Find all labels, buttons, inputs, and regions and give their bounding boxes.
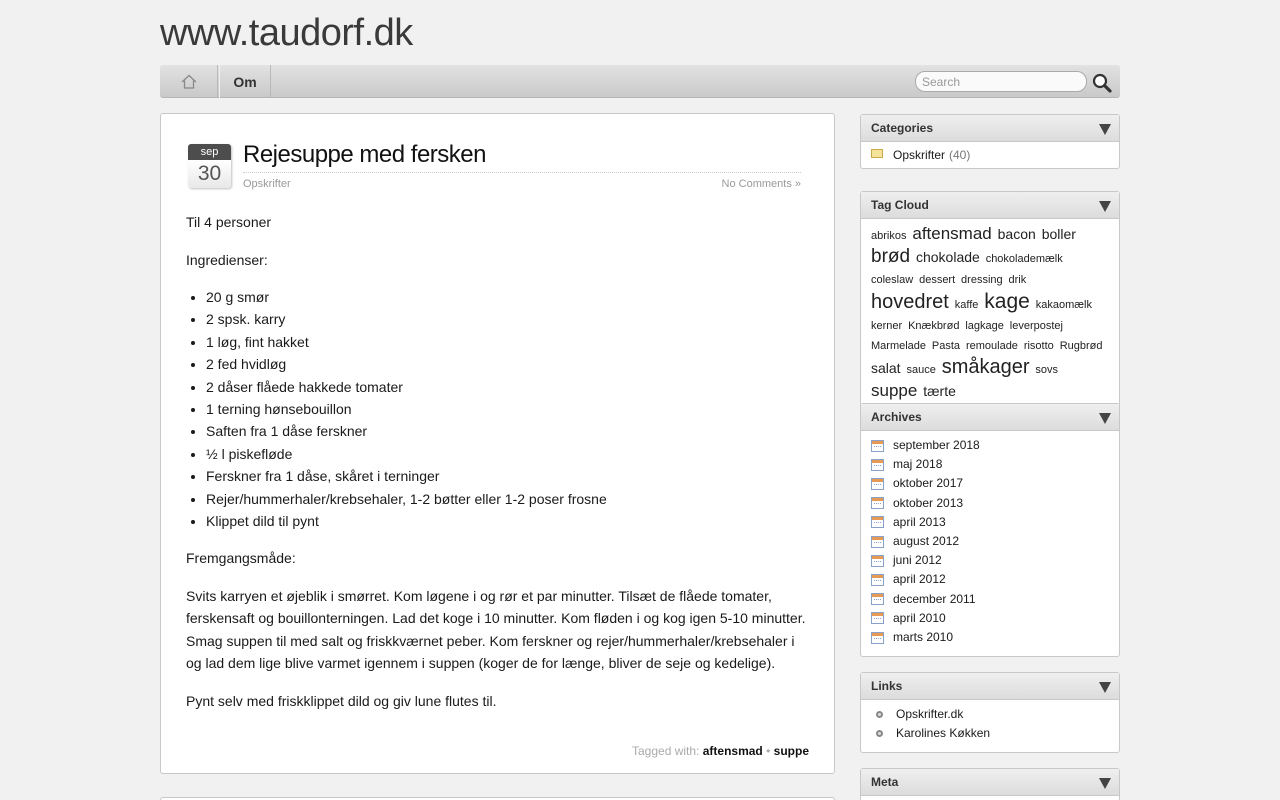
tag-separator: • bbox=[766, 744, 771, 758]
tag-cloud-link[interactable]: tærte bbox=[923, 383, 956, 399]
archive-item bbox=[871, 455, 1109, 474]
ingredient-item: • 1 løg, fint hakket bbox=[206, 331, 811, 353]
tag-cloud-link[interactable]: sauce bbox=[906, 364, 936, 376]
post-tags bbox=[632, 744, 809, 758]
tag-cloud-link[interactable]: kaffe bbox=[954, 299, 979, 311]
calendar-icon bbox=[871, 536, 884, 548]
archive-item bbox=[871, 436, 1109, 455]
post-title[interactable]: Rejesuppe med fersken bbox=[243, 141, 486, 168]
tag-cloud-link[interactable]: småkager bbox=[941, 356, 1030, 378]
tag-cloud-link[interactable]: Marmelade bbox=[871, 340, 927, 352]
servings-text: Til 4 personer bbox=[186, 214, 272, 230]
post-comments-link[interactable]: No Comments » bbox=[721, 178, 801, 190]
tag-cloud-link[interactable]: aftensmad bbox=[912, 224, 992, 243]
tag-link[interactable]: suppe bbox=[773, 744, 809, 758]
link-item bbox=[871, 724, 1109, 743]
tag-cloud-link[interactable]: chokolademælk bbox=[985, 253, 1063, 265]
archive-link[interactable]: april 2013 bbox=[893, 514, 946, 529]
collapse-arrow-icon[interactable] bbox=[1099, 201, 1111, 212]
tag-cloud-link[interactable]: Knækbrød bbox=[908, 320, 960, 332]
ingredient-item: • 2 dåser flåede hakkede tomater bbox=[206, 376, 811, 398]
tag-cloud-link[interactable]: kage bbox=[984, 290, 1030, 313]
widget-header[interactable] bbox=[861, 192, 1119, 219]
archive-item bbox=[871, 609, 1109, 628]
collapse-arrow-icon[interactable] bbox=[1099, 124, 1111, 135]
tag-cloud-link[interactable]: brød bbox=[871, 246, 911, 267]
tag-cloud-link[interactable]: coleslaw bbox=[871, 274, 914, 286]
bullet-icon bbox=[876, 711, 883, 718]
external-link[interactable]: Opskrifter.dk bbox=[896, 707, 964, 721]
calendar-icon bbox=[871, 632, 884, 644]
ingredient-item: • Saften fra 1 dåse ferskner bbox=[206, 420, 811, 442]
category-link[interactable]: Opskrifter bbox=[893, 148, 946, 162]
archive-link[interactable]: september 2018 bbox=[893, 438, 980, 452]
widget-title: Archives bbox=[871, 410, 922, 424]
search-input[interactable] bbox=[915, 71, 1087, 92]
calendar-icon bbox=[871, 593, 884, 605]
tag-cloud-link[interactable]: suppe bbox=[871, 381, 918, 400]
tag-cloud-link[interactable]: drik bbox=[1008, 274, 1027, 286]
tag-cloud bbox=[861, 219, 1119, 414]
main-navbar bbox=[160, 65, 1120, 98]
widget-title: Categories bbox=[871, 121, 934, 135]
tag-cloud-link[interactable]: chokolade bbox=[915, 249, 980, 265]
home-icon bbox=[181, 74, 197, 89]
archive-item bbox=[871, 513, 1109, 532]
ingredient-item: • 2 fed hvidløg bbox=[206, 353, 811, 375]
post-category-link[interactable]: Opskrifter bbox=[243, 178, 291, 190]
tagged-with-label: Tagged with: bbox=[632, 744, 700, 758]
tag-cloud-link[interactable]: kerner bbox=[871, 320, 903, 332]
garnish-text: Pynt selv med friskklippet dild og giv lune flutes til. bbox=[186, 692, 497, 709]
tag-cloud-link[interactable]: remoulade bbox=[965, 340, 1018, 352]
post-content bbox=[186, 211, 811, 727]
tag-cloud-widget bbox=[860, 191, 1120, 415]
widget-title: Links bbox=[871, 679, 903, 693]
archive-list bbox=[861, 431, 1119, 656]
tag-cloud-link[interactable]: risotto bbox=[1023, 340, 1054, 352]
links-list bbox=[861, 700, 1119, 752]
nav-home-button[interactable] bbox=[160, 65, 218, 98]
ingredient-item: • 1 terning hønsebouillon bbox=[206, 398, 811, 420]
calendar-icon bbox=[871, 516, 884, 528]
archive-item bbox=[871, 551, 1109, 570]
collapse-arrow-icon[interactable] bbox=[1099, 413, 1111, 424]
widget-header[interactable] bbox=[861, 673, 1119, 700]
links-widget bbox=[860, 672, 1120, 753]
tag-cloud-link[interactable]: sovs bbox=[1035, 364, 1059, 376]
tag-cloud-link[interactable]: abrikos bbox=[871, 230, 907, 242]
tag-cloud-link[interactable]: boller bbox=[1041, 226, 1076, 242]
ingredient-item: • 20 g smør bbox=[206, 286, 811, 308]
archive-link[interactable]: december 2011 bbox=[893, 591, 976, 606]
ingredients-list bbox=[206, 286, 811, 532]
archive-item bbox=[871, 532, 1109, 551]
archive-link[interactable]: oktober 2013 bbox=[893, 495, 964, 510]
calendar-icon bbox=[871, 478, 884, 490]
widget-header[interactable] bbox=[861, 115, 1119, 142]
widget-header[interactable] bbox=[861, 404, 1119, 431]
archive-link[interactable]: marts 2010 bbox=[893, 630, 954, 645]
ingredient-item: • Rejer/hummerhaler/krebsehaler, 1-2 bøtter eller 1-2 poser frosne bbox=[206, 488, 811, 510]
tag-cloud-link[interactable]: salat bbox=[871, 360, 901, 376]
tag-cloud-link[interactable]: leverpostej bbox=[1009, 320, 1063, 332]
archive-link[interactable]: august 2012 bbox=[893, 534, 960, 549]
post-meta-divider bbox=[243, 172, 801, 173]
post-card bbox=[160, 113, 835, 774]
search-icon bbox=[1092, 73, 1112, 93]
link-item bbox=[871, 705, 1109, 724]
calendar-icon bbox=[871, 555, 884, 567]
calendar-icon bbox=[871, 459, 884, 471]
folder-icon bbox=[871, 149, 883, 158]
ingredient-item: • Ferskner fra 1 dåse, skåret i terninger bbox=[206, 465, 811, 487]
archives-widget bbox=[860, 403, 1120, 657]
archive-item bbox=[871, 494, 1109, 513]
archive-link[interactable]: juni 2012 bbox=[893, 553, 942, 568]
site-title[interactable]: www.taudorf.dk bbox=[160, 12, 413, 54]
ingredient-item: • 2 spsk. karry bbox=[206, 308, 811, 330]
widget-title: Meta bbox=[871, 775, 899, 789]
ingredient-item: • Klippet dild til pynt bbox=[206, 510, 811, 532]
archive-link[interactable]: april 2012 bbox=[893, 572, 946, 587]
archive-link[interactable]: maj 2018 bbox=[893, 457, 943, 472]
category-count: (40) bbox=[949, 148, 971, 162]
tag-cloud-link[interactable]: dessert bbox=[919, 274, 956, 286]
meta-widget bbox=[860, 768, 1120, 800]
calendar-icon bbox=[871, 612, 884, 624]
method-text: Svits karryen et øjeblik i smørret. Kom løgene i og rør et par minutter. Tilsæt de flåede tomater, ferskensaft og bouillonterningen. Lad det koge i 10 minutter. Kom fløden i og kog igen 5-10 minutter. Smag suppen til med salt og friskkværnet peber. Kom ferskner og rejer/hummerhaler/krebsehaler i og lad dem lige blive varmet igennem i suppen (koger de for længe, bliver de seje og kedelige). bbox=[186, 587, 806, 672]
tag-cloud-link[interactable]: Pasta bbox=[931, 340, 961, 352]
tag-cloud-link[interactable]: hovedret bbox=[871, 291, 949, 313]
calendar-icon bbox=[871, 574, 884, 586]
collapse-arrow-icon[interactable] bbox=[1099, 778, 1111, 789]
collapse-arrow-icon[interactable] bbox=[1099, 682, 1111, 693]
ingredients-heading: Ingredienser: bbox=[186, 251, 268, 268]
archive-item bbox=[871, 570, 1109, 589]
method-heading: Fremgangsmåde: bbox=[186, 550, 296, 567]
tag-cloud-link[interactable]: Rugbrød bbox=[1059, 340, 1103, 352]
archive-link[interactable]: april 2010 bbox=[893, 610, 946, 625]
widget-header[interactable] bbox=[861, 769, 1119, 796]
tag-link[interactable]: aftensmad bbox=[702, 744, 763, 758]
archive-item bbox=[871, 474, 1109, 493]
tag-cloud-link[interactable]: bacon bbox=[997, 226, 1036, 242]
archive-item bbox=[871, 590, 1109, 609]
category-item bbox=[861, 142, 1119, 168]
tag-cloud-link[interactable]: lagkage bbox=[965, 320, 1004, 332]
external-link[interactable]: Karolines Køkken bbox=[896, 726, 991, 741]
ingredient-item: • ½ l piskefløde bbox=[206, 443, 811, 465]
archive-link[interactable]: oktober 2017 bbox=[893, 476, 964, 491]
nav-om-link[interactable]: Om bbox=[219, 65, 271, 98]
widget-title: Tag Cloud bbox=[871, 198, 929, 212]
calendar-icon bbox=[871, 497, 884, 509]
tag-cloud-link[interactable]: kakaomælk bbox=[1035, 299, 1092, 311]
tag-cloud-link[interactable]: dressing bbox=[961, 274, 1003, 286]
archive-item bbox=[871, 628, 1109, 647]
categories-widget bbox=[860, 114, 1120, 169]
date-month: sep bbox=[188, 144, 231, 160]
bullet-icon bbox=[876, 730, 883, 737]
date-day: 30 bbox=[188, 160, 231, 188]
calendar-icon bbox=[871, 440, 884, 452]
search-button[interactable] bbox=[1091, 72, 1113, 94]
date-badge bbox=[188, 144, 231, 188]
